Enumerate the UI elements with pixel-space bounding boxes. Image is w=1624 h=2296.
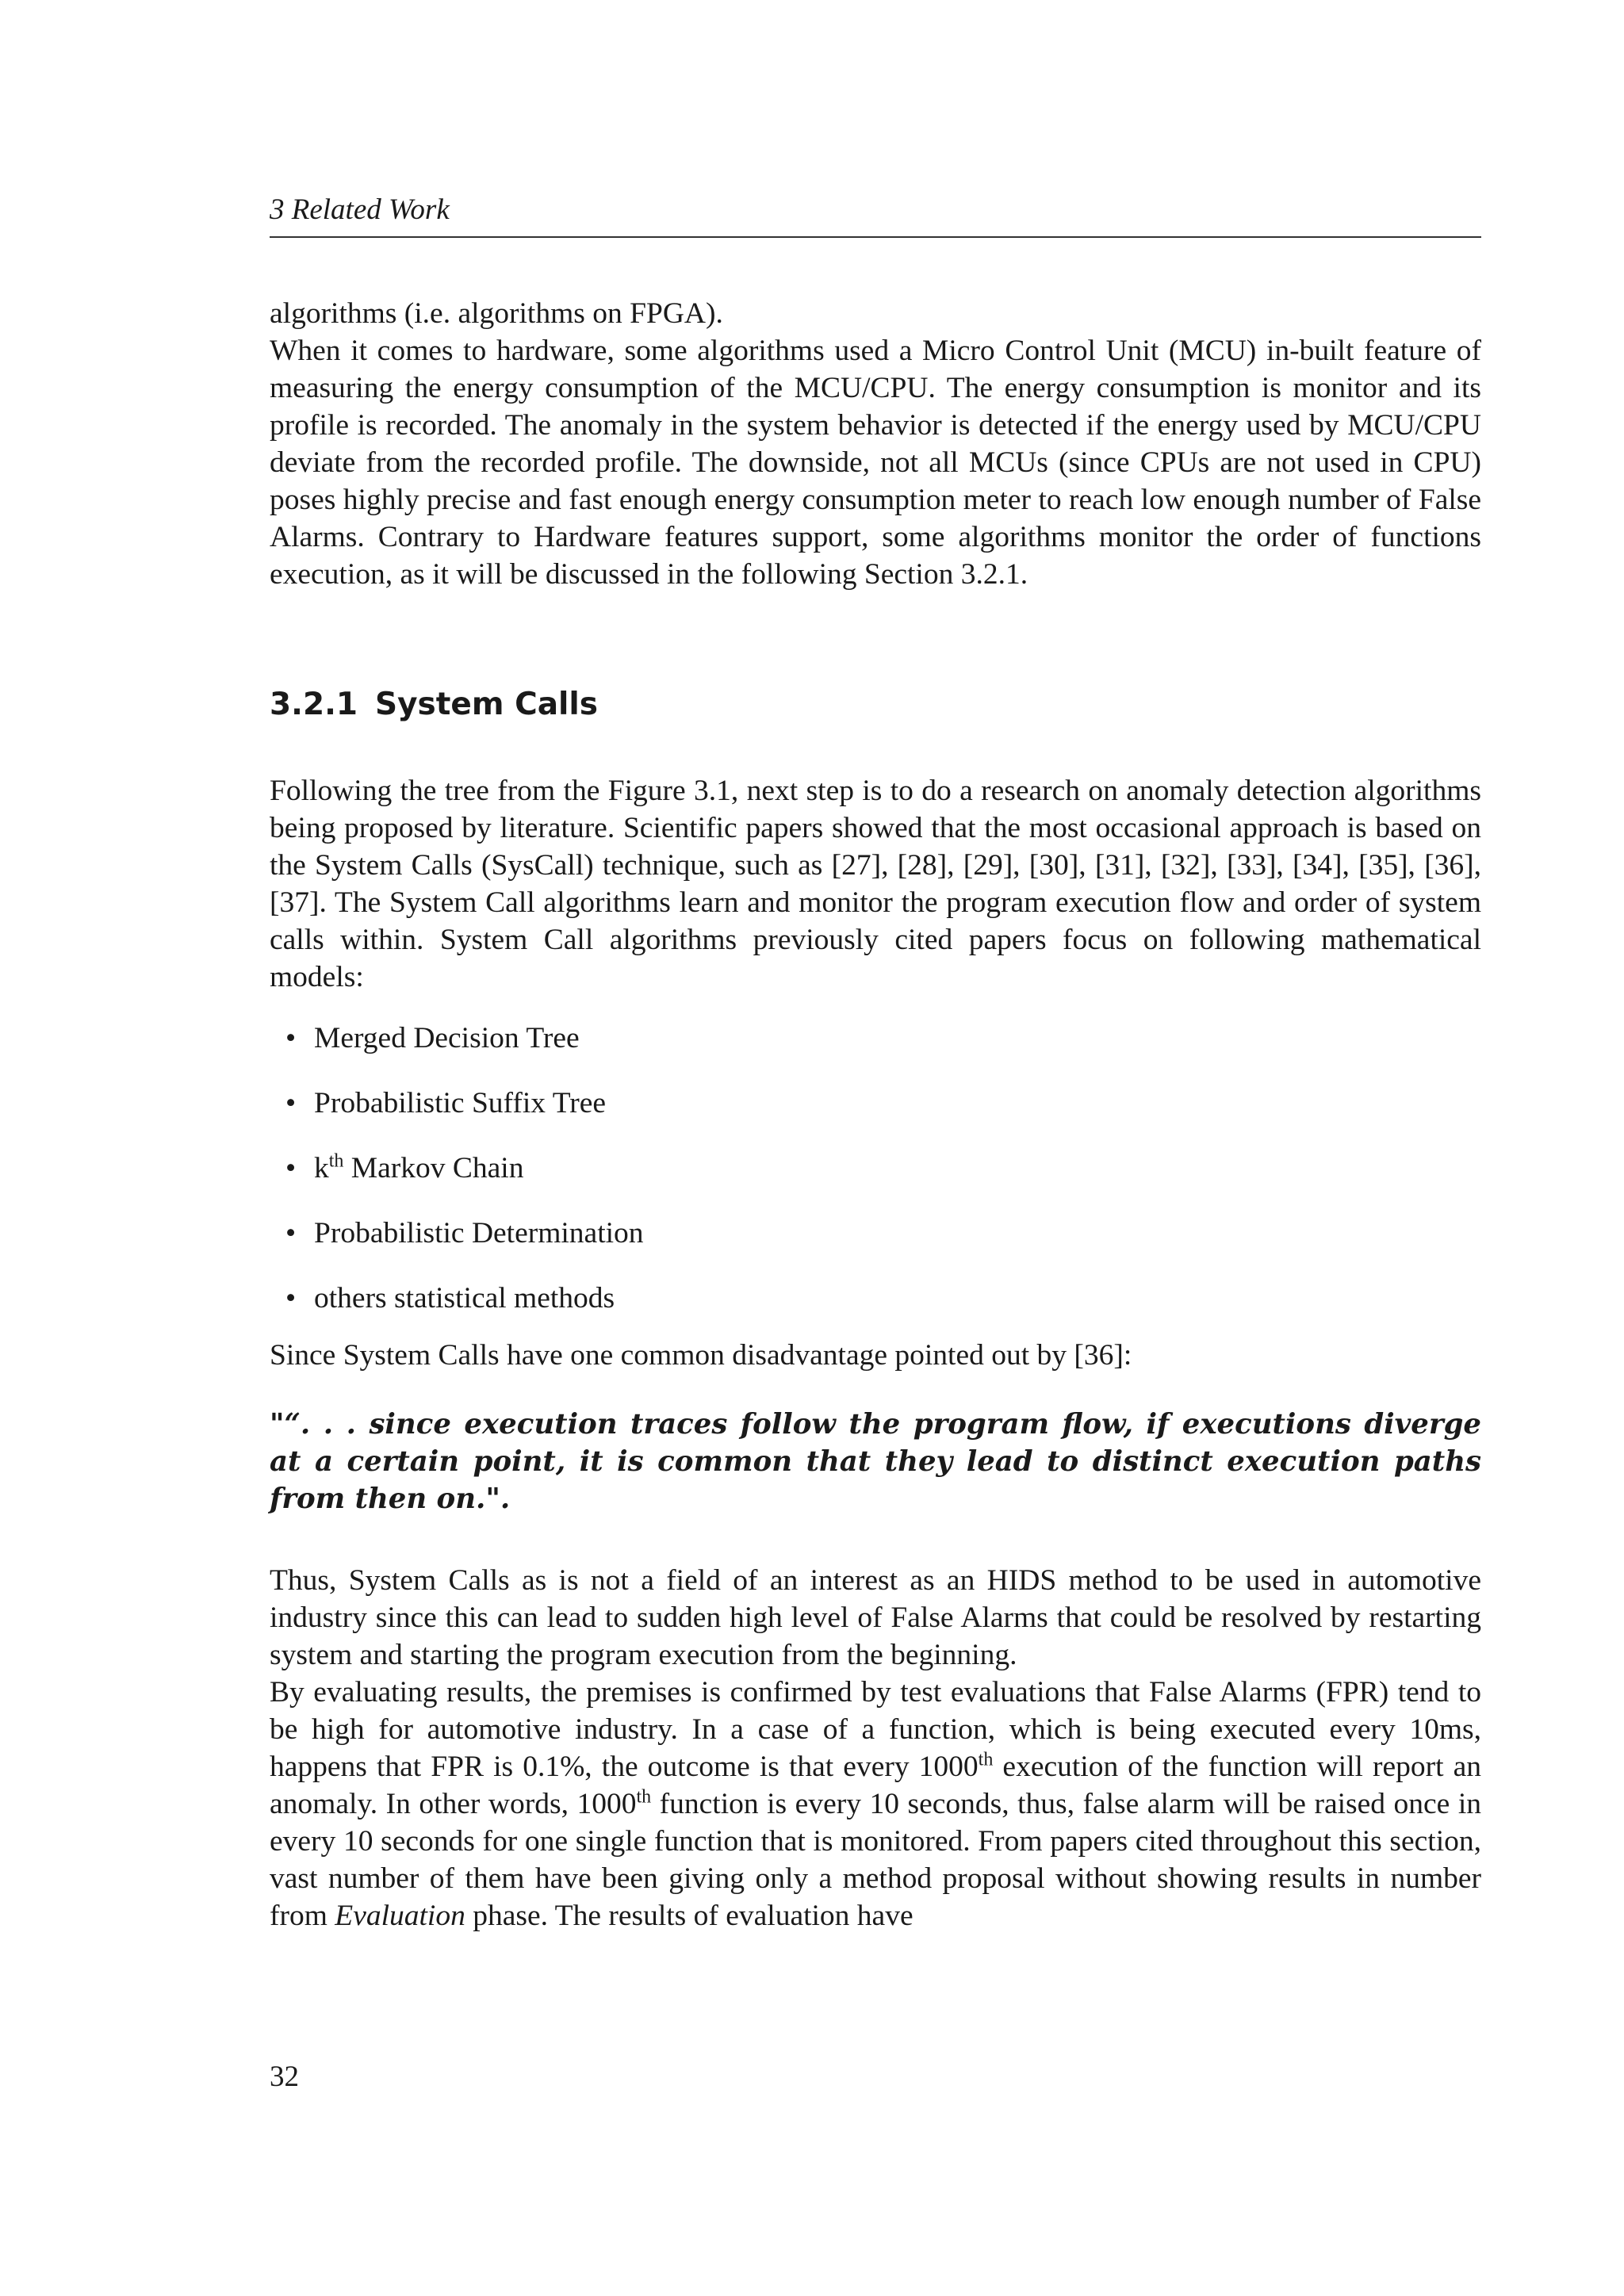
bullet-icon: •: [285, 1087, 297, 1119]
page-number: 32: [270, 2061, 299, 2093]
bullet-icon: •: [285, 1282, 297, 1314]
list-item: • Merged Decision Tree: [314, 1020, 1481, 1057]
paragraph-syscall-intro: Following the tree from the Figure 3.1, next step is to do a research on anomaly detection algorithms being proposed by literature. Scientific papers showed that the most occasional approach is based on the System Calls (SysCall) technique, such as [27], [28], [29], [30], [31], [32], [33], [34], [35], [36], [37]. The System Call algorithms learn and monitor the program execution flow and order of system calls within. System Call algorithms previously cited papers focus on following mathematical models:: [270, 775, 1481, 993]
bullet-icon: •: [285, 1022, 297, 1054]
list-item: • Probabilistic Suffix Tree: [314, 1085, 1481, 1122]
section-heading: [270, 685, 1481, 725]
list-item: • Probabilistic Determination: [314, 1215, 1481, 1252]
paragraph-hardware: [270, 295, 1481, 593]
paragraph-line: When it comes to hardware, some algorithms used a Micro Control Unit (MCU) in-built feature of measuring the energy consumption of the MCU/CPU. The energy consumption is monitor and its profile is recorded. The anomaly in the system behavior is detected if the energy used by MCU/CPU deviate from the recorded profile. The downside, not all MCUs (since CPUs are not used in CPU) poses highly precise and fast enough energy consumption meter to reach low enough number of False Alarms. Contrary to Hardware features support, some algorithms monitor the order of functions execution, as it will be discussed in the following Section 3.2.1.: [270, 335, 1481, 591]
models-list: [270, 1020, 1481, 1317]
paragraph-line: algorithms (i.e. algorithms on FPGA).: [270, 297, 723, 330]
evaluation-term: Evaluation: [335, 1900, 465, 1932]
running-header: 3 Related Work: [270, 190, 1481, 238]
bullet-icon: •: [285, 1152, 297, 1184]
section-number: 3.2.1: [270, 687, 358, 722]
paragraph-disadvantage: Since System Calls have one common disadvantage pointed out by [36]:: [270, 1339, 1132, 1372]
section-title: System Calls: [375, 687, 598, 722]
list-item: • others statistical methods: [314, 1280, 1481, 1317]
list-item: • $k^{th}$ Markov Chain: [314, 1150, 1481, 1187]
paragraph-conclusion: Thus, System Calls as is not a field of an interest as an HIDS method to be used in automotive industry since this can lead to sudden high level of False Alarms that could be resolved by restarting system and starting the program execution from the beginning.: [270, 1564, 1481, 1671]
block-quote: "“. . . since execution traces follow the program flow, if executions diverge at a certain point, it is common that they lead to distinct execution paths from then on.".: [270, 1408, 1481, 1515]
page-content: [270, 190, 1481, 1934]
paragraph-evaluation: By evaluating results, the premises is confirmed by test evaluations that False Alarms (FPR) tend to be high for automotive industry. In a case of a function, which is being executed every 10ms, happens that FPR is 0.1%, the outcome is that every 1000th execution of the function will report an anomaly. In other words, 1000th function is every 10 seconds, thus, false alarm will be raised once in every 10 seconds for one single function that is monitored. From papers cited throughout this section, vast number of them have been giving only a method proposal without showing results in number from Evaluation phase. The results of evaluation have: [270, 1676, 1482, 1932]
bullet-icon: •: [285, 1217, 297, 1249]
